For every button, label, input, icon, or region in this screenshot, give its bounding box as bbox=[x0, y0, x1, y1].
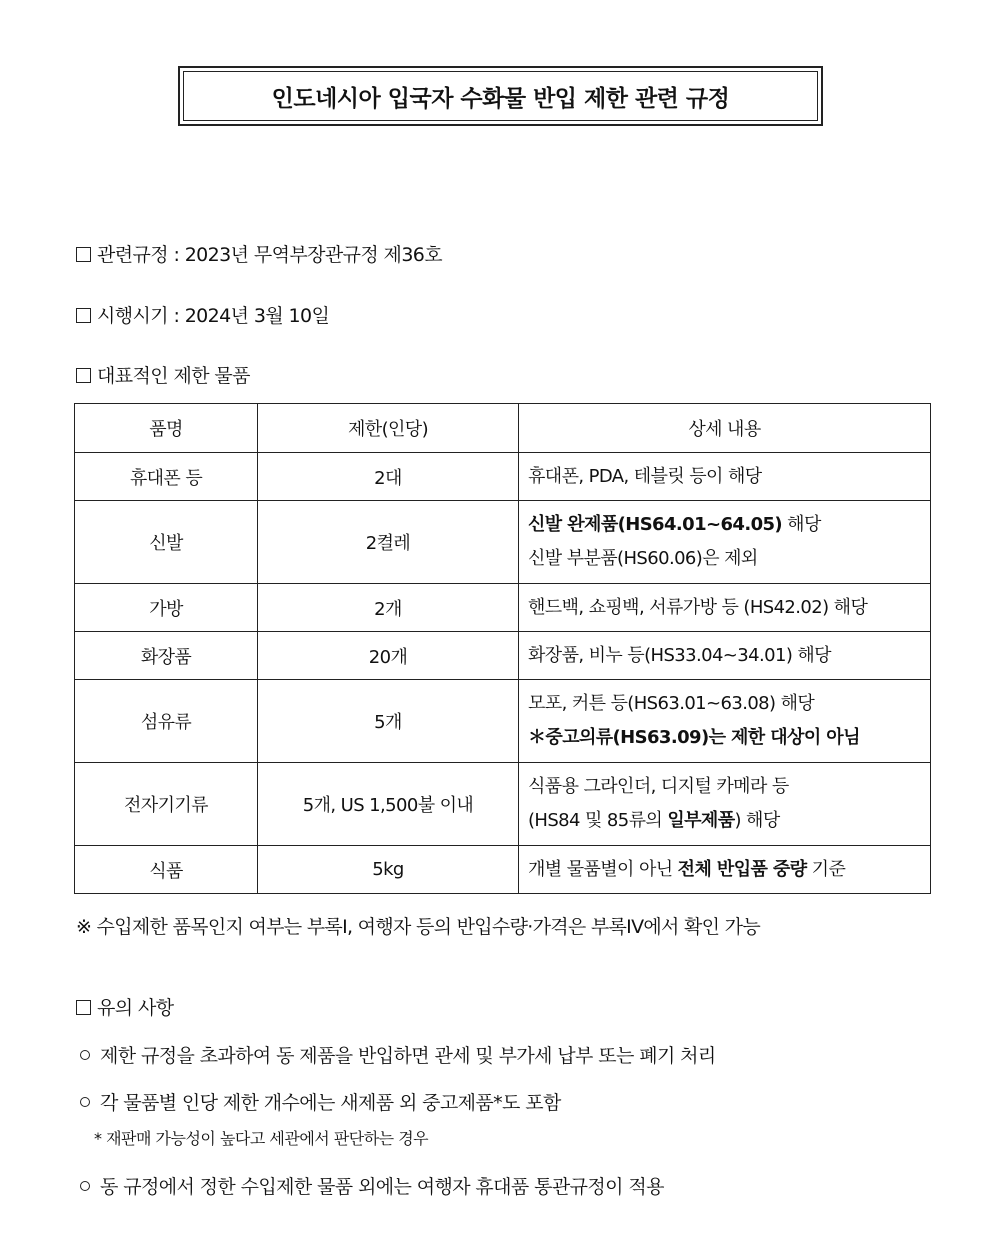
cell-detail bbox=[519, 453, 931, 501]
detail-text: 기준 bbox=[806, 858, 846, 880]
table-row bbox=[75, 680, 931, 763]
detail-text: 개별 물품별이 아닌 bbox=[528, 858, 678, 880]
detail-line: 화장품, 비누 등(HS33.04~34.01) 해당 bbox=[528, 644, 831, 666]
cell-item: 전자기기류 bbox=[75, 763, 258, 846]
table-row bbox=[75, 632, 931, 680]
table-row bbox=[75, 846, 931, 894]
cell-limit: 2대 bbox=[258, 453, 519, 501]
regulation-line bbox=[76, 240, 442, 267]
caution-item-text: 동 규정에서 정한 수입제한 물품 외에는 여행자 휴대품 통관규정이 적용 bbox=[100, 1176, 664, 1198]
detail-line: 식품용 그라인더, 디지털 카메라 등 bbox=[528, 776, 789, 797]
cell-detail bbox=[519, 680, 931, 763]
detail-text: 해당 bbox=[782, 514, 821, 535]
detail-line bbox=[528, 508, 921, 542]
checkbox-square-icon bbox=[76, 308, 91, 323]
detail-line bbox=[528, 853, 921, 887]
cell-detail bbox=[519, 846, 931, 894]
detail-line: 휴대폰, PDA, 테블릿 등이 해당 bbox=[528, 465, 762, 487]
cell-detail bbox=[519, 501, 931, 584]
circle-bullet-icon bbox=[80, 1050, 90, 1060]
detail-bold: 신발 완제품(HS64.01~64.05) bbox=[528, 514, 783, 535]
cell-item: 식품 bbox=[75, 846, 258, 894]
caution-item bbox=[80, 1088, 561, 1115]
detail-bold-line: ＊중고의류(HS63.09)는 제한 대상이 아님 bbox=[528, 727, 860, 748]
cell-item: 신발 bbox=[75, 501, 258, 584]
detail-line bbox=[528, 804, 921, 838]
cell-limit: 5개, US 1,500불 이내 bbox=[258, 763, 519, 846]
cell-detail bbox=[519, 632, 931, 680]
cell-item: 휴대폰 등 bbox=[75, 453, 258, 501]
caution-item bbox=[80, 1041, 716, 1068]
detail-line: 핸드백, 쇼핑백, 서류가방 등 (HS42.02) 해당 bbox=[528, 596, 868, 618]
cell-limit: 2개 bbox=[258, 584, 519, 632]
cell-detail bbox=[519, 584, 931, 632]
page-title: 인도네시아 입국자 수화물 반입 제한 관련 규정 bbox=[183, 71, 818, 121]
caution-item-text: 각 물품별 인당 제한 개수에는 새제품 외 중고제품*도 포함 bbox=[100, 1092, 561, 1114]
circle-bullet-icon bbox=[80, 1097, 90, 1107]
table-row bbox=[75, 453, 931, 501]
detail-text: ) 해당 bbox=[734, 810, 780, 831]
appendix-note: ※ 수입제한 품목인지 여부는 부록I, 여행자 등의 반입수량·가격은 부록IV에서 확인 가능 bbox=[76, 916, 760, 938]
effective-date-line bbox=[76, 301, 329, 328]
table-row bbox=[75, 584, 931, 632]
header-detail: 상세 내용 bbox=[519, 404, 931, 453]
detail-line: 모포, 커튼 등(HS63.01~63.08) 해당 bbox=[528, 693, 815, 714]
caution-item-text: 제한 규정을 초과하여 동 제품을 반입하면 관세 및 부가세 납부 또는 폐기 처리 bbox=[100, 1045, 716, 1067]
circle-bullet-icon bbox=[80, 1181, 90, 1191]
restricted-items-heading-text: 대표적인 제한 물품 bbox=[97, 365, 250, 387]
caution-footnote: * 재판매 가능성이 높다고 세관에서 판단하는 경우 bbox=[94, 1129, 429, 1148]
header-item: 품명 bbox=[75, 404, 258, 453]
detail-bold: 전체 반입품 중량 bbox=[677, 858, 807, 880]
checkbox-square-icon bbox=[76, 368, 91, 383]
cell-detail bbox=[519, 763, 931, 846]
caution-item bbox=[80, 1172, 664, 1199]
detail-text: (HS84 및 85류의 bbox=[528, 810, 668, 831]
restricted-items-heading bbox=[76, 361, 250, 388]
regulation-text: 관련규정 : 2023년 무역부장관규정 제36호 bbox=[97, 244, 443, 266]
caution-heading-text: 유의 사항 bbox=[97, 997, 174, 1019]
checkbox-square-icon bbox=[76, 1000, 91, 1015]
caution-heading bbox=[76, 993, 173, 1020]
table-row bbox=[75, 763, 931, 846]
cell-limit: 5개 bbox=[258, 680, 519, 763]
title-box bbox=[178, 66, 823, 126]
detail-bold: 일부제품 bbox=[667, 810, 735, 831]
cell-item: 화장품 bbox=[75, 632, 258, 680]
restriction-table bbox=[74, 403, 931, 894]
table-row bbox=[75, 501, 931, 584]
cell-limit: 20개 bbox=[258, 632, 519, 680]
effective-date-text: 시행시기 : 2024년 3월 10일 bbox=[97, 305, 330, 327]
cell-limit: 5kg bbox=[258, 846, 519, 894]
cell-item: 가방 bbox=[75, 584, 258, 632]
checkbox-square-icon bbox=[76, 247, 91, 262]
detail-line: 신발 부분품(HS60.06)은 제외 bbox=[528, 548, 758, 569]
cell-item: 섬유류 bbox=[75, 680, 258, 763]
header-limit: 제한(인당) bbox=[258, 404, 519, 453]
cell-limit: 2켤레 bbox=[258, 501, 519, 584]
table-header-row bbox=[75, 404, 931, 453]
